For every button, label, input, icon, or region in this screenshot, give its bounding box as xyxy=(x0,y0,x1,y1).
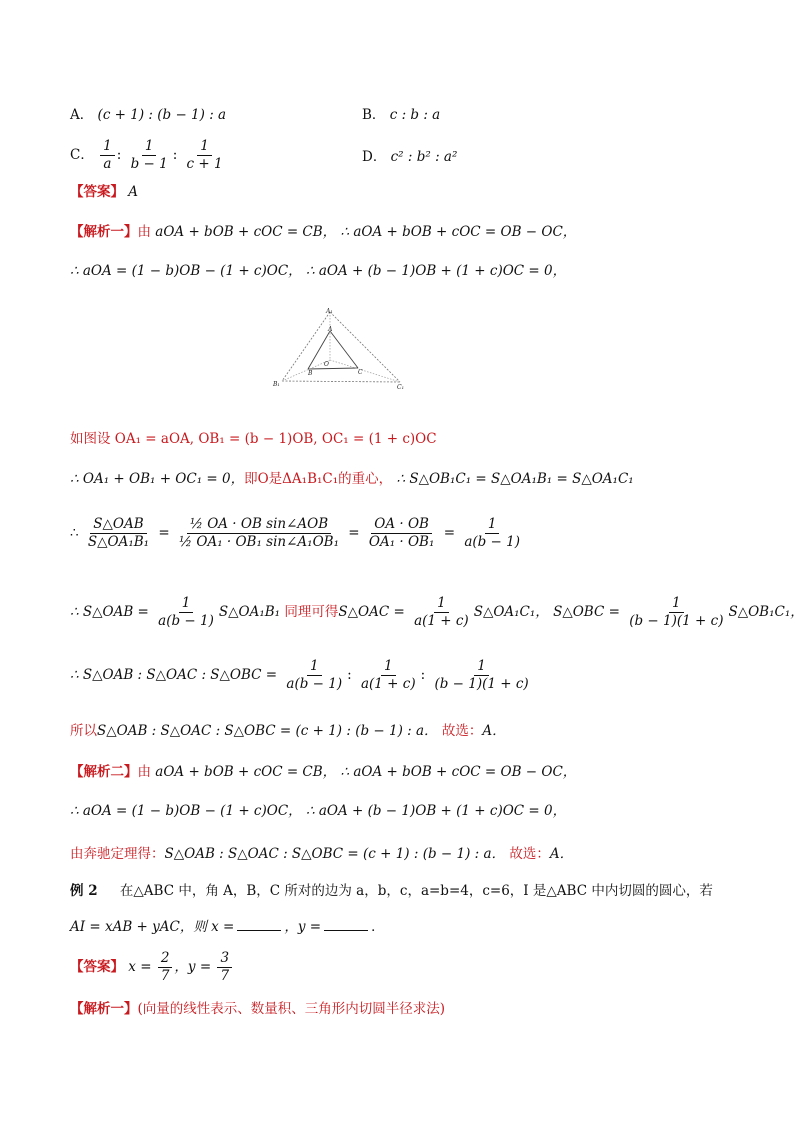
frac-num: 1 xyxy=(434,595,449,613)
option-b xyxy=(362,106,440,124)
centroid-line xyxy=(70,470,634,488)
option-b-label: B． xyxy=(362,107,386,123)
option-d xyxy=(362,148,457,166)
example2-label: 例 2 xyxy=(70,883,98,899)
centroid-eq: ∴ OA₁ + OB₁ + OC₁ = 0， xyxy=(70,471,245,487)
set-line-text: 如图设 OA₁ = aOA, OB₁ = (b − 1)OB, OC₁ = (1 + c)OC xyxy=(70,431,437,447)
s2-frac xyxy=(411,595,472,630)
sol1-line2 xyxy=(70,262,566,280)
sol2-eq4: ∴ aOA + (b − 1)OB + (1 + c)OC = 0， xyxy=(305,803,567,819)
frac-den: ½ OA₁ · OB₁ sin∠A₁OB₁ xyxy=(179,534,339,550)
sol1-eq2: ∴ aOA + bOB + cOC = OB − OC， xyxy=(340,224,577,240)
ratio3-f2 xyxy=(358,658,419,693)
sol3-text: (向量的线性表示、数量积、三角形内切圆半径求法) xyxy=(137,1001,446,1017)
frac-den: a(1 + c) xyxy=(414,613,469,629)
s2-tail: S△OA₁C₁， xyxy=(473,604,549,620)
frac-den: a(b − 1) xyxy=(286,676,343,692)
ratio-line: ∴ $\frac{\text{S△OAB}}{\text{S△OA₁B₁}}$ = $\frac{\text{½ OA · OB sin∠AOB}}{\text{½ OA₁ · OB₁ sin∠A₁OB₁}}$ = $\frac{OA \cdot OB}{\text{OA₁ · OB₁}}$ = $\frac{1}{a(b - 1)}$ xyxy=(70,516,525,551)
sol1-line1 xyxy=(70,223,576,241)
benchi-ans: A． xyxy=(549,846,574,862)
answer2-y-lhs: ，y = xyxy=(174,959,212,975)
ratio-r1 xyxy=(366,516,438,551)
ratio3-f3 xyxy=(431,658,531,693)
answer2-y-frac xyxy=(217,950,232,985)
frac-num: 2 xyxy=(158,950,173,968)
example2-end: ． xyxy=(371,919,385,935)
benchi-red2: 故选： xyxy=(509,846,550,862)
ratio3-f1 xyxy=(283,658,345,693)
label-a: A xyxy=(328,326,333,333)
example2-mid: ，y = xyxy=(284,919,322,935)
answer-line xyxy=(70,183,138,201)
sol3-line xyxy=(70,1000,445,1018)
frac-den: b − 1 xyxy=(130,156,168,172)
option-c-frac3 xyxy=(184,138,226,173)
answer2-line xyxy=(70,950,234,985)
ratio-r2 xyxy=(461,516,523,551)
answer2-x-frac xyxy=(158,950,173,985)
example2-eq: AI = xAB + yAC，则 x = xyxy=(70,919,235,935)
frac-num: 3 xyxy=(217,950,232,968)
frac-num: 1 xyxy=(474,658,489,676)
ratio3-lhs: ∴ S△OAB : S△OAC : S△OBC = xyxy=(70,667,278,683)
option-c: C． $\frac{1}{a}$ : $\frac{1}{b - 1}$ : $\frac{1}{c + 1}$ xyxy=(70,138,228,173)
sol2-prefix: 由 xyxy=(137,764,151,780)
answer2-x-lhs: x = xyxy=(128,959,152,975)
frac-den: a(1 + c) xyxy=(360,676,416,692)
s3-tail: S△OB₁C₁， xyxy=(728,604,804,620)
benchi-line xyxy=(70,845,573,863)
example2-text1: 在△ABC 中，角 A，B，C 所对的边为 a，b，c，a=b=4，c=6，I 是△ABC 中内切圆的圆心，若 xyxy=(119,883,713,899)
sol1-tag: 【解析一】 xyxy=(70,224,138,240)
frac-num: 1 xyxy=(485,516,500,534)
centroid-red: 即O是ΔA₁B₁C₁的重心， xyxy=(244,471,393,487)
sol1-eq4: ∴ aOA + (b − 1)OB + (1 + c)OC = 0， xyxy=(305,263,567,279)
frac-den: OA₁ · OB₁ xyxy=(368,534,435,550)
blank-y xyxy=(324,918,368,931)
frac-den: (b − 1)(1 + c) xyxy=(434,676,529,692)
answer2-tag: 【答案】 xyxy=(70,959,124,975)
s3-frac xyxy=(626,595,726,630)
frac-num: S△OAB xyxy=(90,516,146,534)
centroid-area: ∴ S△OB₁C₁ = S△OA₁B₁ = S△OA₁C₁ xyxy=(396,471,634,487)
label-a1: A₁ xyxy=(326,308,333,315)
answer-tag: 【答案】 xyxy=(70,184,124,200)
sol1-prefix: 由 xyxy=(137,224,151,240)
ratio3-line: ∴ S△OAB : S△OAC : S△OBC = $\frac{1}{a(b - 1)}$ : $\frac{1}{a(1 + c)}$ : $\frac{1}{(b - 1)(1 + c)}$ xyxy=(70,658,534,693)
sol3-tag: 【解析一】 xyxy=(70,1001,138,1017)
example2-line1 xyxy=(70,882,713,900)
frac-num: 1 xyxy=(307,658,322,676)
label-b1: B₁ xyxy=(273,381,280,388)
label-c: C xyxy=(358,369,363,376)
s2-lhs: S△OAC = xyxy=(338,604,405,620)
option-c-frac2 xyxy=(128,138,171,173)
benchi-math: S△OAB : S△OAC : S△OBC = (c + 1) : (b − 1) : a． xyxy=(164,846,506,862)
frac-den: 7 xyxy=(160,968,170,984)
frac-den: a xyxy=(103,156,112,172)
frac-num: OA · OB xyxy=(371,516,432,534)
option-a xyxy=(70,106,226,124)
benchi-red: 由奔驰定理得： xyxy=(70,846,165,862)
frac-num: 1 xyxy=(381,658,396,676)
blank-x xyxy=(237,918,281,931)
option-d-label: D． xyxy=(362,149,387,165)
ratio-lhs xyxy=(85,516,152,551)
concl-ans: A． xyxy=(482,723,506,739)
triangle-figure xyxy=(272,306,412,392)
concl-red1: 所以 xyxy=(70,723,97,739)
example2-line2 xyxy=(70,918,385,936)
frac-num: ½ OA · OB sin∠AOB xyxy=(187,516,331,534)
s1-frac xyxy=(155,595,217,630)
ratio-mid xyxy=(176,516,342,551)
option-a-text: (c + 1) : (b − 1) : a xyxy=(97,107,227,123)
sol2-line2 xyxy=(70,802,566,820)
option-d-text: c² : b² : a² xyxy=(390,149,458,165)
s1-red: 同理可得 xyxy=(284,604,339,620)
sol2-line1 xyxy=(70,763,576,781)
frac-num: 1 xyxy=(142,138,157,156)
option-b-text: c : b : a xyxy=(389,107,441,123)
sol2-eq3: ∴ aOA = (1 − b)OB − (1 + c)OC， xyxy=(70,803,302,819)
label-b: B xyxy=(308,370,313,377)
frac-den: a(b − 1) xyxy=(464,534,521,550)
answer-value: A xyxy=(128,184,139,200)
sol2-eq2: ∴ aOA + bOB + cOC = OB − OC， xyxy=(340,764,577,780)
concl-math: S△OAB : S△OAC : S△OBC = (c + 1) : (b − 1) : a． xyxy=(97,723,438,739)
frac-num: 1 xyxy=(669,595,684,613)
frac-num: 1 xyxy=(197,138,212,156)
label-c1: C₁ xyxy=(397,384,404,391)
option-c-frac1 xyxy=(100,138,115,173)
sol1-eq3: ∴ aOA = (1 − b)OB − (1 + c)OC， xyxy=(70,263,302,279)
frac-den: c + 1 xyxy=(186,156,223,172)
set-line xyxy=(70,430,437,448)
frac-den: (b − 1)(1 + c) xyxy=(629,613,724,629)
frac-num: 1 xyxy=(179,595,194,613)
label-o: O xyxy=(324,361,329,368)
sol2-tag: 【解析二】 xyxy=(70,764,138,780)
s3-lhs: S△OBC = xyxy=(553,604,620,620)
s1-tail: S△OA₁B₁ xyxy=(218,604,281,620)
s1-lhs: ∴ S△OAB = xyxy=(70,604,149,620)
concl-red2: 故选： xyxy=(441,723,483,739)
frac-den: S△OA₁B₁ xyxy=(87,534,150,550)
frac-num: 1 xyxy=(100,138,115,156)
sol1-conclusion xyxy=(70,722,506,740)
frac-den: 7 xyxy=(220,968,230,984)
option-a-label: A． xyxy=(70,107,94,123)
frac-den: a(b − 1) xyxy=(158,613,214,629)
sol2-eq1: aOA + bOB + cOC = CB， xyxy=(155,764,337,780)
sol1-eq1: aOA + bOB + cOC = CB， xyxy=(155,224,337,240)
s-line xyxy=(70,595,804,630)
option-c-label: C． xyxy=(70,147,94,163)
